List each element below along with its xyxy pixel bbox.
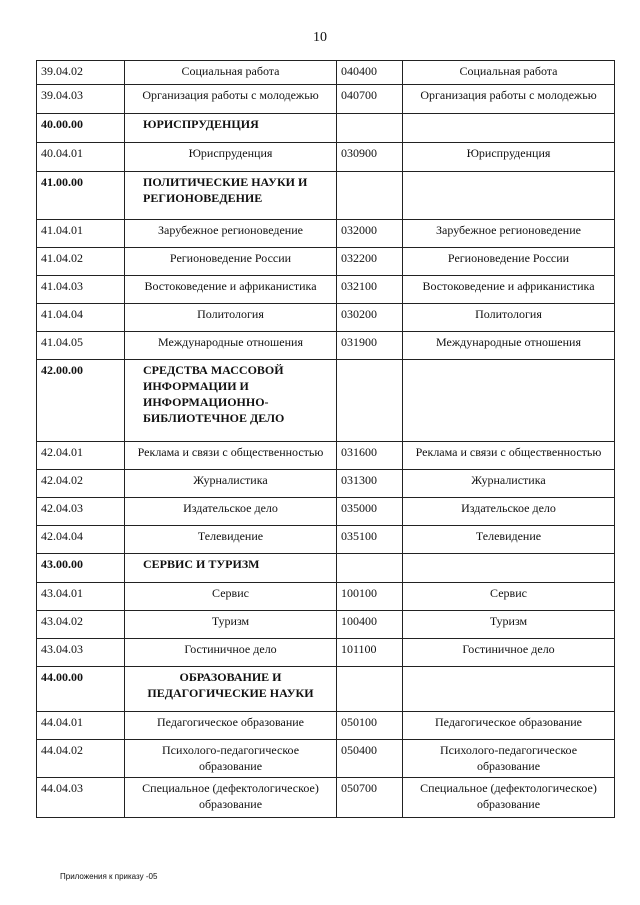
- row-code: 41.04.02: [37, 248, 125, 276]
- row-code: 41.04.04: [37, 304, 125, 332]
- row-name: Журналистика: [125, 470, 337, 498]
- row-old-name: Регионоведение России: [403, 248, 615, 276]
- table-row: [37, 85, 615, 114]
- row-old-code: 031900: [337, 332, 403, 360]
- footer-note: Приложения к приказу -05: [60, 872, 158, 881]
- page-number: 10: [313, 30, 327, 45]
- row-old-name: [403, 360, 615, 442]
- row-name: ОБРАЗОВАНИЕ И ПЕДАГОГИЧЕСКИЕ НАУКИ: [125, 667, 337, 712]
- row-old-code: [337, 172, 403, 220]
- row-code: 41.04.05: [37, 332, 125, 360]
- row-name: Телевидение: [125, 526, 337, 554]
- row-old-name: [403, 554, 615, 583]
- row-code: 41.00.00: [37, 172, 125, 220]
- row-old-name: Политология: [403, 304, 615, 332]
- row-code: 41.04.01: [37, 220, 125, 248]
- row-old-code: 035100: [337, 526, 403, 554]
- row-name: Юриспруденция: [125, 143, 337, 172]
- row-name: Зарубежное регионоведение: [125, 220, 337, 248]
- row-old-name: Востоковедение и африканистика: [403, 276, 615, 304]
- row-code: 39.04.03: [37, 85, 125, 114]
- row-old-name: [403, 114, 615, 143]
- row-name: Психолого-педагогическое образование: [125, 740, 337, 778]
- row-code: 40.00.00: [37, 114, 125, 143]
- row-old-name: Журналистика: [403, 470, 615, 498]
- row-code: 44.04.01: [37, 712, 125, 740]
- group-row: [37, 172, 615, 220]
- table-row: [37, 740, 615, 778]
- row-name: Политология: [125, 304, 337, 332]
- row-old-name: Зарубежное регионоведение: [403, 220, 615, 248]
- row-old-code: 050100: [337, 712, 403, 740]
- row-code: 44.04.02: [37, 740, 125, 778]
- row-code: 42.00.00: [37, 360, 125, 442]
- row-old-name: Специальное (дефектологическое) образование: [403, 778, 615, 818]
- row-old-code: 050700: [337, 778, 403, 818]
- row-name: Реклама и связи с общественностью: [125, 442, 337, 470]
- row-name: Сервис: [125, 583, 337, 611]
- row-name: Туризм: [125, 611, 337, 639]
- row-old-code: 040700: [337, 85, 403, 114]
- row-old-name: Педагогическое образование: [403, 712, 615, 740]
- row-name: СРЕДСТВА МАССОВОЙ ИНФОРМАЦИИ И ИНФОРМАЦИОННО-БИБЛИОТЕЧНОЕ ДЕЛО: [125, 360, 337, 442]
- row-code: 42.04.04: [37, 526, 125, 554]
- row-code: 44.04.03: [37, 778, 125, 818]
- group-row: [37, 667, 615, 712]
- row-old-name: Сервис: [403, 583, 615, 611]
- row-name: Международные отношения: [125, 332, 337, 360]
- table-row: [37, 712, 615, 740]
- row-old-name: Социальная работа: [403, 61, 615, 85]
- table-row: [37, 304, 615, 332]
- table-row: [37, 248, 615, 276]
- row-old-code: 101100: [337, 639, 403, 667]
- row-name: ЮРИСПРУДЕНЦИЯ: [125, 114, 337, 143]
- row-code: 39.04.02: [37, 61, 125, 85]
- table-row: [37, 639, 615, 667]
- row-name: Организация работы с молодежью: [125, 85, 337, 114]
- row-code: 42.04.02: [37, 470, 125, 498]
- table-row: [37, 143, 615, 172]
- row-code: 41.04.03: [37, 276, 125, 304]
- row-old-name: Телевидение: [403, 526, 615, 554]
- row-old-name: [403, 667, 615, 712]
- row-old-code: 032100: [337, 276, 403, 304]
- row-old-name: Туризм: [403, 611, 615, 639]
- group-row: [37, 360, 615, 442]
- row-name: ПОЛИТИЧЕСКИЕ НАУКИ И РЕГИОНОВЕДЕНИЕ: [125, 172, 337, 220]
- row-name: Специальное (дефектологическое) образование: [125, 778, 337, 818]
- row-old-code: 100100: [337, 583, 403, 611]
- row-old-name: Юриспруденция: [403, 143, 615, 172]
- table-row: [37, 220, 615, 248]
- row-old-code: 031300: [337, 470, 403, 498]
- row-old-code: 031600: [337, 442, 403, 470]
- table-row: [37, 498, 615, 526]
- table-row: [37, 332, 615, 360]
- table-row: [37, 778, 615, 818]
- row-old-code: [337, 667, 403, 712]
- row-code: 43.00.00: [37, 554, 125, 583]
- group-row: [37, 114, 615, 143]
- table-row: [37, 470, 615, 498]
- row-code: 43.04.01: [37, 583, 125, 611]
- row-old-name: [403, 172, 615, 220]
- table-row: [37, 583, 615, 611]
- row-old-code: 030900: [337, 143, 403, 172]
- row-code: 40.04.01: [37, 143, 125, 172]
- row-code: 43.04.03: [37, 639, 125, 667]
- row-name: Гостиничное дело: [125, 639, 337, 667]
- row-name: Регионоведение России: [125, 248, 337, 276]
- table-row: [37, 442, 615, 470]
- row-name: Социальная работа: [125, 61, 337, 85]
- row-old-name: Психолого-педагогическое образование: [403, 740, 615, 778]
- table-row: [37, 276, 615, 304]
- row-old-code: 035000: [337, 498, 403, 526]
- row-old-code: 032200: [337, 248, 403, 276]
- row-old-name: Реклама и связи с общественностью: [403, 442, 615, 470]
- row-code: 43.04.02: [37, 611, 125, 639]
- table-row: [37, 61, 615, 85]
- row-old-code: [337, 554, 403, 583]
- specialties-table: [36, 60, 615, 818]
- row-name: СЕРВИС И ТУРИЗМ: [125, 554, 337, 583]
- row-old-code: 040400: [337, 61, 403, 85]
- row-old-code: 100400: [337, 611, 403, 639]
- row-code: 42.04.03: [37, 498, 125, 526]
- row-old-code: [337, 114, 403, 143]
- row-old-code: 030200: [337, 304, 403, 332]
- row-name: Педагогическое образование: [125, 712, 337, 740]
- row-old-name: Гостиничное дело: [403, 639, 615, 667]
- row-name: Востоковедение и африканистика: [125, 276, 337, 304]
- row-old-name: Издательское дело: [403, 498, 615, 526]
- row-old-name: Организация работы с молодежью: [403, 85, 615, 114]
- row-old-code: 050400: [337, 740, 403, 778]
- row-old-code: 032000: [337, 220, 403, 248]
- row-code: 44.00.00: [37, 667, 125, 712]
- row-code: 42.04.01: [37, 442, 125, 470]
- row-old-name: Международные отношения: [403, 332, 615, 360]
- row-name: Издательское дело: [125, 498, 337, 526]
- table-row: [37, 526, 615, 554]
- group-row: [37, 554, 615, 583]
- table-row: [37, 611, 615, 639]
- row-old-code: [337, 360, 403, 442]
